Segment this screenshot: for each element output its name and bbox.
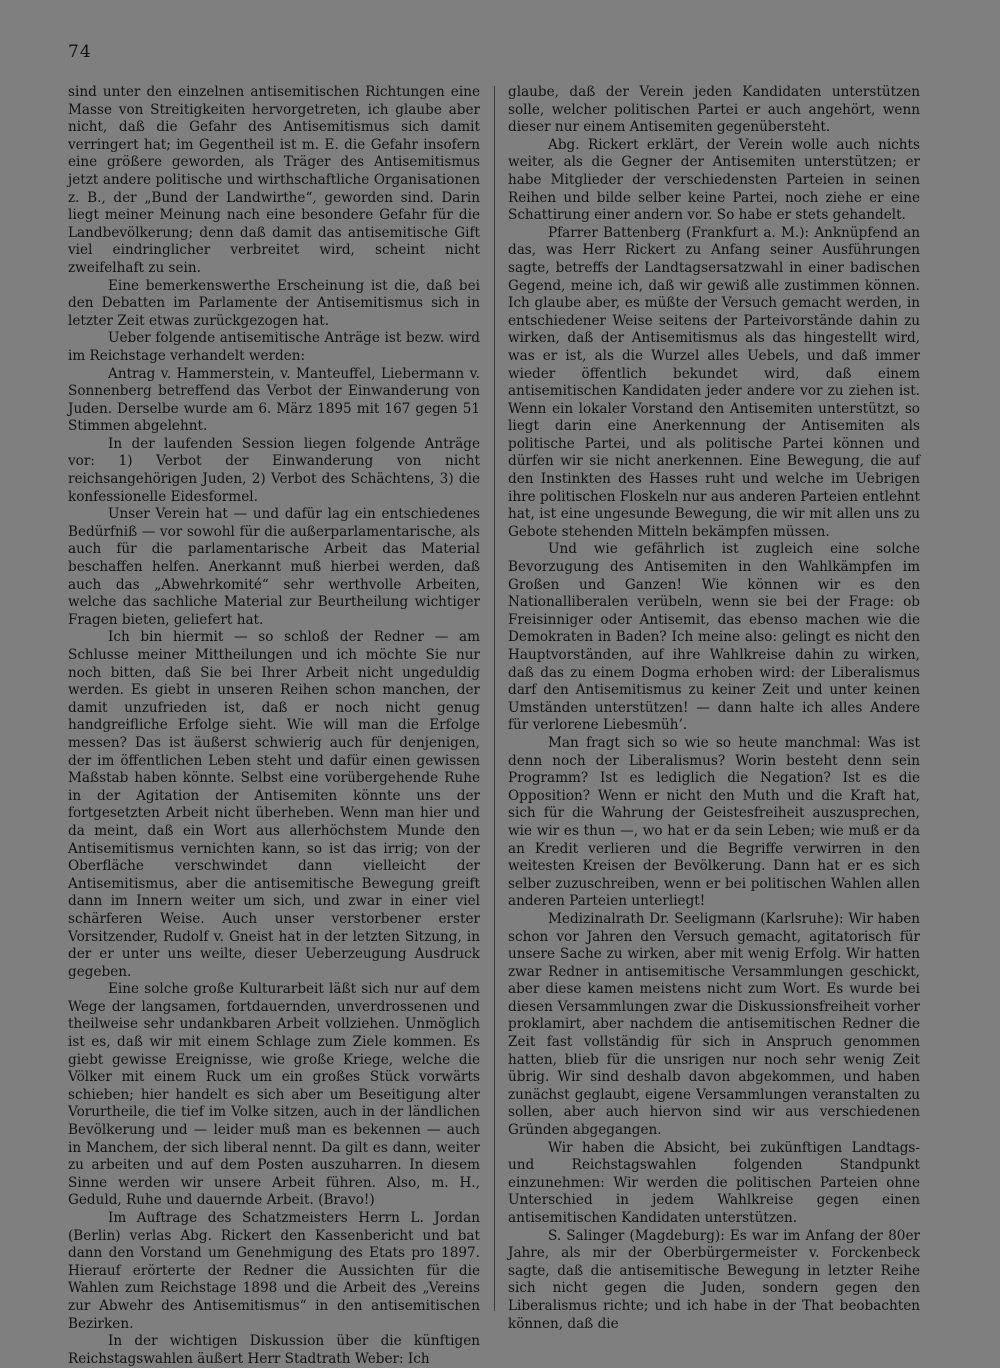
paragraph: sind unter den einzelnen antisemitischen Richtungen eine Masse von Streitigkeiten hervorgetreten, ich glaube aber nicht, daß die Gefahr des Antisemitismus sich damit verringert hat; im Gegentheil ist m. E. die Gefahr insofern eine größere geworden, als Träger des Antisemitismus jetzt andere politische und wirthschaftliche Organisationen z. B., der „Bund der Landwirthe“, geworden sind. Darin liegt meiner Meinung nach eine besondere Gefahr für die Landbevölkerung; denn daß damit das antisemitische Gift viel eindringlicher verbreitet wird, scheint nicht zweifelhaft zu sein. [68, 84, 480, 276]
paragraph: Man fragt sich so wie so heute manchmal: Was ist denn noch der Liberalismus? Worin besteht denn sein Programm? Ist es lediglich die Negation? Ist es die Opposition? Wenn er nicht den Muth und die Kraft hat, sich für die Wahrung der Geistesfreiheit auszusprechen, wie wir es thun —, wo hat er da sein Leben; wie muß er da an Kredit verlieren und die Begriffe verwirren in den weitesten Kreisen der Bevölkerung. Dann hat er es sich selber zuzuschreiben, wenn er bei politischen Wahlen allen anderen Parteien unterliegt! [508, 734, 920, 910]
paragraph: In der wichtigen Diskussion über die künftigen Reichstagswahlen äußert Herr Stadtrath Weber: Ich [68, 1333, 480, 1367]
page-number: 74 [68, 42, 92, 62]
paragraph: glaube, daß der Verein jeden Kandidaten unterstützen solle, welcher politischen Partei er auch angehört, wenn dieser nur einem Antisemiten gegenübersteht. [508, 84, 920, 136]
right-column [508, 84, 920, 1333]
paragraph: S. Salinger (Magdeburg): Es war im Anfang der 80er Jahre, als mir der Oberbürgermeister v. Forckenbeck sagte, daß die antisemitische Bewegung in letzter Reihe sich nicht gegen die Juden, sondern gegen den Liberalismus richte; und ich habe in der That beobachten können, daß die [508, 1227, 920, 1332]
paragraph: Ich bin hiermit — so schloß der Redner — am Schlusse meiner Mittheilungen und ich möchte Sie nur noch bitten, daß Sie bei Ihrer Arbeit nicht ungeduldig werden. Es giebt in unseren Reihen schon manchen, der damit unzufrieden ist, daß er noch nicht genug handgreifliche Erfolge sieht. Wie will man die Erfolge messen? Das ist äußerst schwierig auch für denjenigen, der im öffentlichen Leben steht und dafür einen gewissen Maßstab haben könnte. Selbst eine vorübergehende Ruhe in der Agitation der Antisemiten könnte uns der fortgesetzten Arbeit nicht überheben. Wenn man hier und da meint, daß ein Wort aus allerhöchstem Munde den Antisemitismus vernichten kann, so ist das irrig; von der Oberfläche verschwindet dann vielleicht der Antisemitismus, aber die antisemitische Bewegung greift dann im Innern weiter um sich, und zwar in einer viel schärferen Weise. Auch unser verstorbener erster Vorsitzender, Rudolf v. Gneist hat in der letzten Sitzung, in der er unter uns weilte, dieser Ueberzeugung Ausdruck gegeben. [68, 629, 480, 980]
paragraph: Pfarrer Battenberg (Frankfurt a. M.): Anknüpfend an das, was Herr Rickert zu Anfang seiner Ausführungen sagte, betreffs der Landtagsersatzwahl in einer badischen Gegend, meine ich, daß wir gewiß alle zustimmen können. Ich glaube aber, es müßte der Versuch gemacht werden, in entschiedener Weise seitens der Parteivorstände dahin zu wirken, daß der Antisemitismus als das hingestellt wird, was er ist, als die Wurzel alles Uebels, und daß immer wieder öffentlich bekundet wird, daß einem antisemitischen Kandidaten jeder andere vor zu ziehen ist. Wenn ein lokaler Vorstand den Antisemiten unterstützt, so liegt darin eine Anerkennung der Antisemiten als politische Partei, und als politische Partei können und dürfen wir sie nicht anerkennen. Eine Bewegung, die auf den Instinkten des Hasses ruht und welche im Uebrigen ihre politischen Floskeln nur aus anderen Parteien entlehnt hat, ist eine ungesunde Bewegung, die wir mit allen uns zu Gebote stehenden Mitteln bekämpfen müssen. [508, 224, 920, 540]
column-divider [494, 86, 495, 1311]
paragraph: Eine bemerkenswerthe Erscheinung ist die, daß bei den Debatten im Parlamente der Antisemitismus sich in letzter Zeit etwas zurückgezogen hat. [68, 277, 480, 329]
paragraph: Eine solche große Kulturarbeit läßt sich nur auf dem Wege der langsamen, fortdauernden, unverdrossenen und theilweise sehr undankbaren Arbeit vollziehen. Unmöglich ist es, daß wir mit einem Schlage zum Ziele kommen. Es giebt gewisse Ereignisse, wie große Kriege, welche die Völker mit einem Ruck um ein großes Stück vorwärts schieben; hier handelt es sich aber um Beseitigung alter Vorurtheile, die tief im Volke sitzen, auch in der ländlichen Bevölkerung und — leider muß man es bekennen — auch in Manchem, der sich liberal nennt. Da gilt es dann, weiter zu arbeiten und auf dem Posten auszuharren. In diesem Sinne werden wir unsere Arbeit führen. Also, m. H., Geduld, Ruhe und dauernde Arbeit. (Bravo!) [68, 981, 480, 1209]
paragraph: Ueber folgende antisemitische Anträge ist bezw. wird im Reichstage verhandelt werden: [68, 330, 480, 364]
left-column [68, 84, 480, 1368]
paragraph: Im Auftrage des Schatzmeisters Herrn L. Jordan (Berlin) verlas Abg. Rickert den Kassenbericht und bat dann den Vorstand um Genehmigung des Etats pro 1897. Hierauf erörterte der Redner die Aussichten für die Wahlen zum Reichstage 1898 und die Arbeit des „Vereins zur Abwehr des Antisemitismus“ in den antisemitischen Bezirken. [68, 1210, 480, 1332]
paragraph: Antrag v. Hammerstein, v. Manteuffel, Liebermann v. Sonnenberg betreffend das Verbot der Einwanderung von Juden. Derselbe wurde am 6. März 1895 mit 167 gegen 51 Stimmen abgelehnt. [68, 365, 480, 435]
paragraph: Und wie gefährlich ist zugleich eine solche Bevorzugung des Antisemiten in den Wahlkämpfen im Großen und Ganzen! Wie können wir es den Nationalliberalen verübeln, wenn sie bei der Frage: ob Freisinniger oder Antisemit, das ebenso machen wie die Demokraten in Baden? Ich meine also: gelingt es nicht den Hauptvorständen, auf ihre Wahlkreise dahin zu wirken, daß das zu einem Dogma erhoben wird: der Liberalismus darf den Antisemitismus zu keiner Zeit und unter keinen Umständen unterstützen! — dann halte ich alles Andere für verlorene Liebesmüh’. [508, 541, 920, 734]
paragraph: Abg. Rickert erklärt, der Verein wolle auch nichts weiter, als die Gegner der Antisemiten unterstützen; er habe Mitglieder der verschiedensten Parteien in seinen Reihen und bilde selber keine Partei, noch ziehe er eine Schattirung einer andern vor. So habe er stets gehandelt. [508, 136, 920, 224]
paragraph: Medizinalrath Dr. Seeligmann (Karlsruhe): Wir haben schon vor Jahren den Versuch gemacht, agitatorisch für unsere Sache zu wirken, aber mit wenig Erfolg. Wir hatten zwar Redner in antisemitische Versammlungen geschickt, aber diese kamen meistens nicht zum Wort. Es wurde bei diesen Versammlungen zwar die Diskussionsfreiheit vorher proklamirt, aber nachdem die antisemitischen Redner die Zeit fast vollständig für sich in Anspruch genommen hatten, blieb für die unsrigen nur noch sehr wenig Zeit übrig. Wir sind deshalb davon abgekommen, und haben zunächst geglaubt, eigene Versammlungen veranstalten zu sollen, aber auch hiervon sind wir aus verschiedenen Gründen abgegangen. [508, 910, 920, 1139]
paragraph: Wir haben die Absicht, bei zukünftigen Landtags- und Reichstagswahlen folgenden Standpunkt einzunehmen: Wir werden die politischen Parteien ohne Unterschied in jedem Wahlkreise gegen einen antisemitischen Kandidaten unterstützen. [508, 1139, 920, 1226]
paragraph: Unser Verein hat — und dafür lag ein entschiedenes Bedürfniß — vor sowohl für die außerparlamentarische, als auch für die parlamentarische Arbeit das Material beschaffen helfen. Anerkannt muß hierbei werden, daß auch das „Abwehrkomité“ sehr werthvolle Arbeiten, welche das sachliche Material zur Beurtheilung wichtiger Fragen bieten, geliefert hat. [68, 506, 480, 628]
paragraph: In der laufenden Session liegen folgende Anträge vor: 1) Verbot der Einwanderung von nicht reichsangehörigen Juden, 2) Verbot des Schächtens, 3) die konfessionelle Eidesformel. [68, 435, 480, 505]
